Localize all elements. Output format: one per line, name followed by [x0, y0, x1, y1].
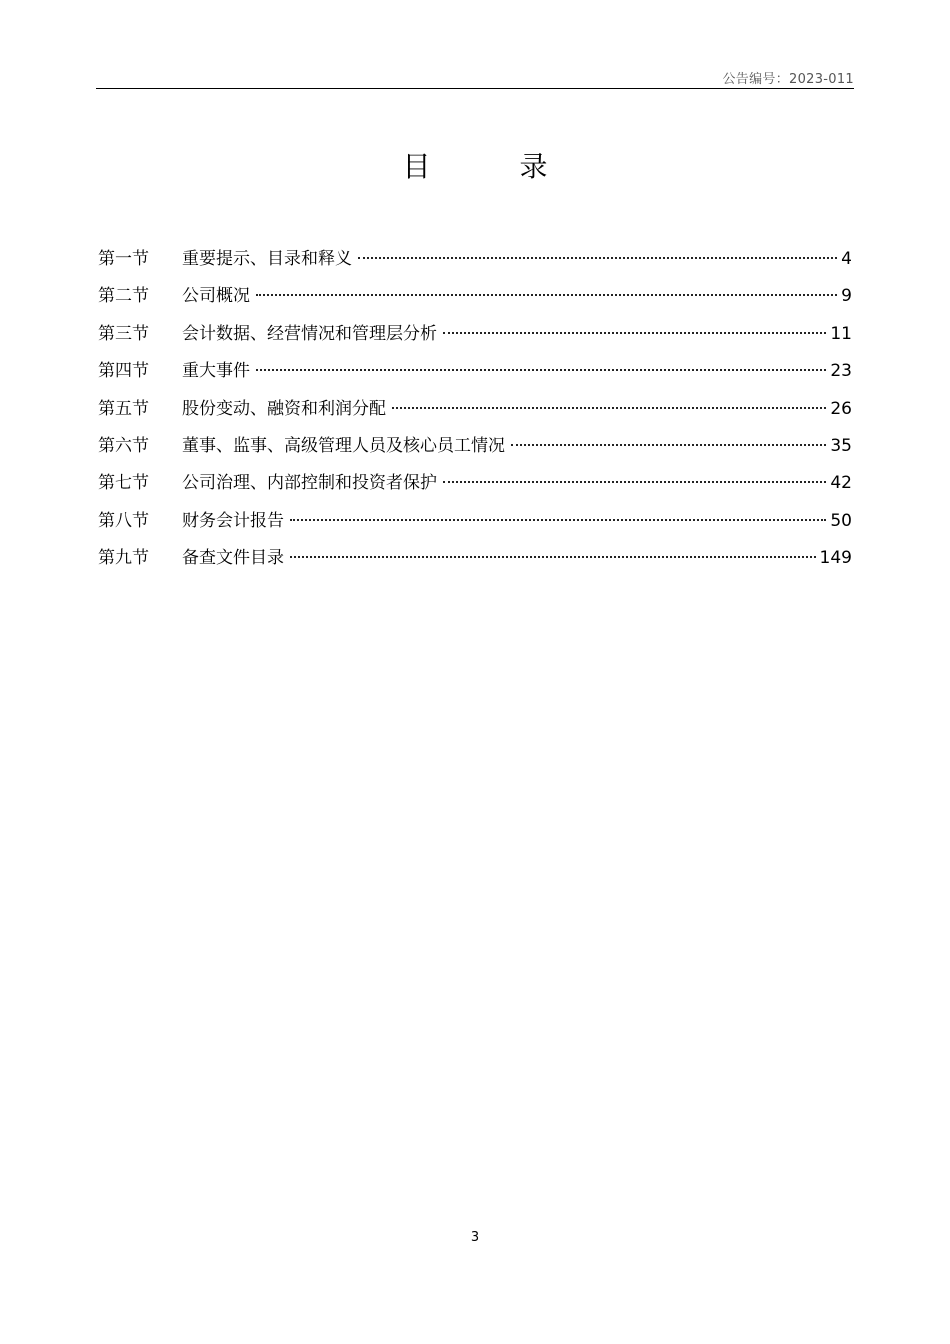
toc-entry[interactable] — [98, 283, 852, 320]
section-title: 重大事件 — [182, 361, 250, 382]
page-footer-number: 3 — [470, 1230, 480, 1245]
section-number: 第七节 — [98, 473, 149, 494]
page-number: 23 — [830, 361, 852, 382]
section-number: 第六节 — [98, 435, 149, 456]
section-title: 重要提示、目录和释义 — [182, 249, 352, 269]
section-number: 第四节 — [98, 361, 149, 382]
page-number: 26 — [830, 398, 852, 419]
section-title: 财务会计报告 — [182, 510, 284, 531]
section-number: 第三节 — [98, 323, 149, 344]
section-number: 第一节 — [98, 249, 149, 269]
dot-leader — [392, 407, 826, 409]
toc-entry[interactable] — [98, 470, 852, 507]
page-title: 目 录 — [402, 150, 588, 183]
section-title: 公司概况 — [182, 286, 250, 307]
dot-leader — [358, 257, 837, 259]
page-number: 9 — [841, 286, 852, 307]
dot-leader — [256, 369, 826, 371]
toc-entry[interactable] — [98, 545, 852, 582]
section-number: 第五节 — [98, 398, 149, 419]
page-number: 50 — [830, 510, 852, 531]
dot-leader — [443, 332, 826, 334]
toc-entry[interactable] — [98, 396, 852, 433]
section-title: 备查文件目录 — [182, 548, 284, 569]
dot-leader — [256, 294, 837, 296]
section-number: 第九节 — [98, 548, 149, 569]
toc-entry[interactable] — [98, 508, 852, 545]
page-number: 4 — [841, 249, 852, 269]
toc-entry[interactable] — [98, 358, 852, 395]
page-number: 149 — [819, 548, 852, 569]
notice-number: 公告编号：2023-011 — [722, 72, 854, 87]
page-header — [96, 68, 854, 89]
section-title: 会计数据、经营情况和管理层分析 — [182, 323, 437, 344]
section-number: 第八节 — [98, 510, 149, 531]
dot-leader — [290, 519, 826, 521]
section-number: 第二节 — [98, 286, 149, 307]
page-number: 42 — [830, 473, 852, 494]
section-title: 董事、监事、高级管理人员及核心员工情况 — [182, 435, 505, 456]
section-title: 公司治理、内部控制和投资者保护 — [182, 473, 437, 494]
toc-entry[interactable] — [98, 321, 852, 358]
page-number: 35 — [830, 435, 852, 456]
dot-leader — [290, 556, 816, 558]
dot-leader — [511, 444, 826, 446]
toc-entry[interactable] — [98, 246, 852, 283]
toc-entry[interactable] — [98, 433, 852, 470]
section-title: 股份变动、融资和利润分配 — [182, 398, 386, 419]
dot-leader — [443, 481, 826, 483]
table-of-contents — [98, 246, 852, 583]
page-number: 11 — [830, 323, 852, 344]
